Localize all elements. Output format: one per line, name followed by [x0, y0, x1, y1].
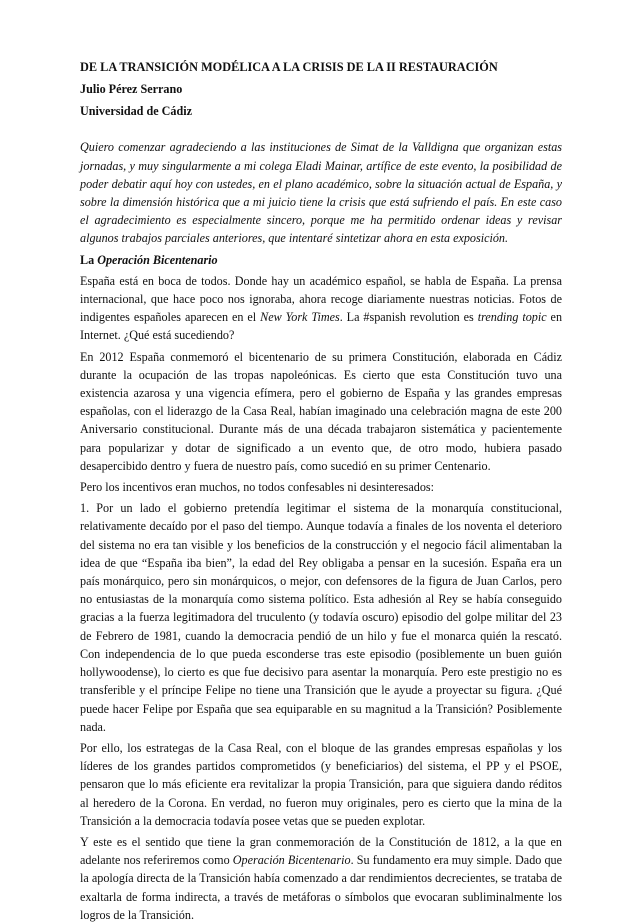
paragraph-1-trending: trending topic [477, 310, 547, 325]
section-heading [80, 251, 562, 269]
paragraph-1-text-e: en Internet. ¿Qué está sucediendo? [80, 310, 563, 343]
paragraph-1 [80, 272, 562, 345]
paragraph-6-text-a: Y este es el sentido que tiene la gran conmemoración de la Constitución de 1812, a la que en adelante nos referiremos como [80, 834, 562, 868]
author-affiliation: Universidad de Cádiz [80, 104, 192, 119]
section-heading-emphasis: Operación Bicentenario [97, 252, 218, 267]
document-title: DE LA TRANSICIÓN MODÉLICA A LA CRISIS DE LA II RESTAURACIÓN [80, 60, 498, 74]
paragraph-1-text-c: . La #spanish revolution es [339, 310, 478, 325]
paragraph-6 [80, 833, 562, 924]
paragraph-6-text-c: . Su fundamento era muy simple. Dado que la apología directa de la Transición había comenzado a dar rendimientos decrecientes, se trataba de exaltarla de forma indirecta, a través de metáforas o símbolos que evocaran subliminalmente los logros de la Transición. [80, 853, 563, 922]
intro-paragraph: Quiero comenzar agradeciendo a las instituciones de Simat de la Valldigna que organizan estas jornadas, y muy singularmente a mi colega Eladi Mainar, artífice de este evento, la posibilidad de poder debatir aquí hoy con ustedes, en el plano académico, sobre la situación actual de España, y sobre la dimensión histórica que a mi juicio tiene la crisis que está sufriendo el país. En este caso el agradecimiento es especialmente sincero, porque me ha permitido ordenar ideas y revisar algunos trabajos parciales anteriores, que intentaré sintetizar ahora en esta exposición. [80, 140, 562, 246]
paragraph-5: Por ello, los estrategas de la Casa Real, con el bloque de las grandes empresas españolas y los líderes de los grandes partidos comprometidos (y beneficiarios) del sistema, el PP y el PSOE, pensaron que lo más eficiente era revitalizar la propia Transición, para que siguiera dando réditos al heredero de la Corona. En verdad, no fueron muy originales, pero es cierto que la mina de la Transición a la democracia todavía posee vetas que se pueden explotar. [80, 740, 562, 828]
section-heading-prefix: La [80, 252, 98, 267]
author-name: Julio Pérez Serrano [80, 82, 183, 96]
paragraph-1-newspaper: New York Times [260, 310, 340, 325]
paragraph-6-operation: Operación Bicentenario [232, 853, 351, 868]
document-page [80, 58, 562, 924]
paragraph-2: En 2012 España conmemoró el bicentenario de su primera Constitución, elaborada en Cádiz durante la ocupación de las tropas napoleónicas. Es cierto que esta Constitución tuvo una existencia azarosa y una vigencia efímera, pero el gobierno de España y las grandes empresas españolas, con el liderazgo de la Casa Real, habían imaginado una celebración magna de este 200 Aniversario constitucional. Durante más de una década trabajaron sistemática y pacientemente para popularizar y dotar de significado a un evento que, de otro modo, hubiera pasado desapercibido dentro y fuera de nuestro país, como sucedió en su primer Centenario. [80, 349, 562, 473]
paragraph-1-text-a: España está en boca de todos. Donde hay un académico español, se habla de España. La prensa internacional, que hace poco nos ignoraba, ahora recoge diariamente nuestras noticias. Fotos de indigentes españoles aparecen en el [80, 273, 562, 325]
paragraph-4: 1. Por un lado el gobierno pretendía legitimar el sistema de la monarquía constitucional, relativamente decaído por el paso del tiempo. Aunque todavía a finales de los noventa el deterioro del sistema no era tan visible y los beneficios de la construcción y el negocio fácil alimentaban la idea de que “España iba bien”, la edad del Rey obligaba a pensar en la sucesión. España era un país monárquico, pero sin monárquicos, o mejor, con defensores de la figura de Juan Carlos, pero no entusiastas de la monarquía como sistema político. Esta adhesión al Rey se había conseguido gracias a la fuerza legitimadora del truculento (y todavía oscuro) episodio del golpe militar del 23 de Febrero de 1981, cuando la democracia pendió de un hilo y fue el monarca quién la rescató. Con independencia de lo que pueda esconderse tras este episodio (posiblemente un buen guión hollywoodense), lo cierto es que fue decisivo para asentar la monarquía. Pero este prestigio no es transferible y el príncipe Felipe no tiene una Transición que le ayude a proyectar su figura. ¿Qué puede hacer Felipe por España que sea equiparable en su magnitud a la Transición? Posiblemente nada. [80, 501, 562, 734]
paragraph-3: Pero los incentivos eran muchos, no todos confesables ni desinteresados: [80, 480, 435, 495]
